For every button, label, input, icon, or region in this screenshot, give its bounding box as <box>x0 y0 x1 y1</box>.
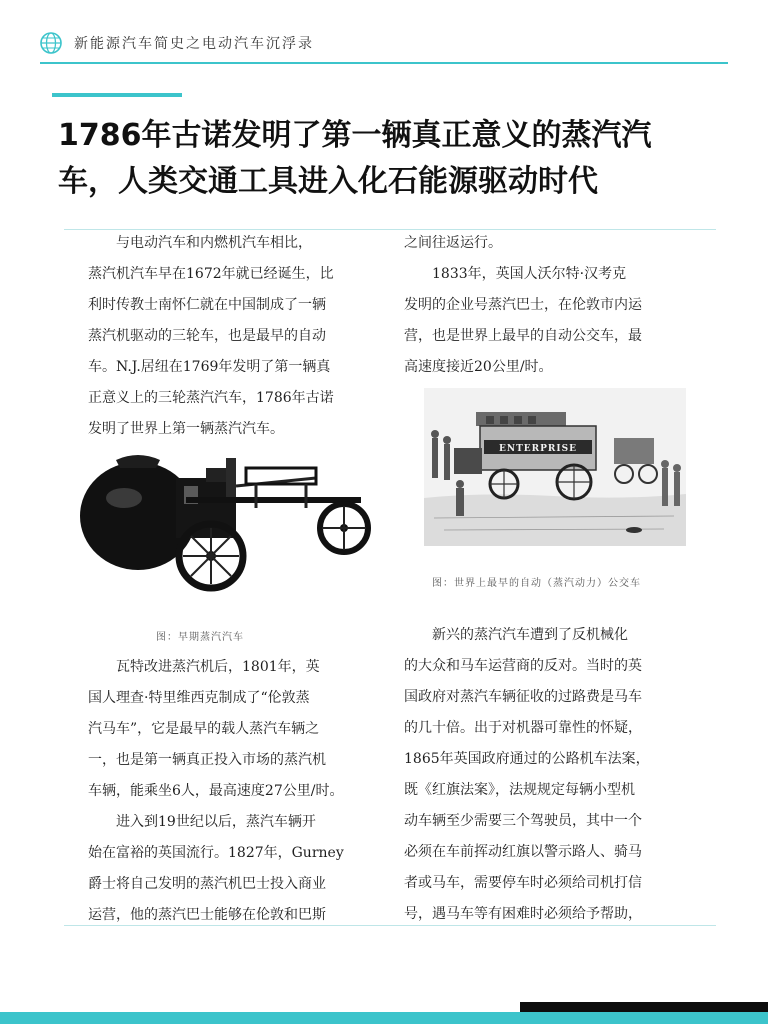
early-steam-car-photo <box>76 438 376 598</box>
page-title <box>58 113 728 205</box>
paragraph-line: 汽马车”，它是最早的载人蒸汽车辆之 <box>88 721 320 737</box>
paragraph-line: 营，也是世界上最早的自动公交车，最 <box>404 328 642 344</box>
paragraph-line: 正意义上的三轮蒸汽汽车，1786年古诺 <box>88 390 334 406</box>
right-image-caption: 图：世界上最早的自动（蒸汽动力）公交车 <box>432 578 641 589</box>
left-column-intro <box>88 228 386 445</box>
header-rule <box>40 62 728 64</box>
paragraph-line: 既《红旗法案》，法规规定每辆小型机 <box>404 782 635 798</box>
paragraph-line: 与电动汽车和内燃机汽车相比， <box>116 235 312 251</box>
paragraph-line: 瓦特改进蒸汽机后，1801年，英 <box>116 659 320 675</box>
title-accent-bar <box>52 93 182 97</box>
paragraph-line: 号，遇马车等有困难时必须给予帮助， <box>404 906 642 922</box>
paragraph-line: 进入到19世纪以后，蒸汽车辆开 <box>116 814 316 830</box>
right-column-body <box>404 620 696 930</box>
running-header-title: 新能源汽车简史之电动汽车沉浮录 <box>74 36 314 52</box>
paragraph-line: 车。N.J.居纽在1769年发明了第一辆真 <box>88 359 331 375</box>
paragraph-line: 的大众和马车运营商的反对。当时的英 <box>404 658 642 674</box>
steam-bus-engraving <box>424 388 686 546</box>
paragraph-line: 1833年，英国人沃尔特·汉考克 <box>432 266 627 282</box>
paragraph-line: 新兴的蒸汽汽车遭到了反机械化 <box>432 627 628 643</box>
paragraph-line: 发明了世界上第一辆蒸汽汽车。 <box>88 421 284 437</box>
paragraph-line: 者或马车，需要停车时必须给司机打信 <box>404 875 642 891</box>
paragraph-line: 利时传教士南怀仁就在中国制成了一辆 <box>88 297 326 313</box>
left-column-body <box>88 652 386 931</box>
right-column-intro <box>404 228 696 383</box>
paragraph-line: 的几十倍。出于对机器可靠性的怀疑， <box>404 720 642 736</box>
paragraph-line: 一，也是第一辆真正投入市场的蒸汽机 <box>88 752 326 768</box>
footer-accent-bar <box>0 1012 768 1024</box>
paragraph-line: 必须在车前挥动红旗以警示路人、骑马 <box>404 844 642 860</box>
paragraph-line: 车辆，能乘坐6人，最高速度27公里/时。 <box>88 783 344 799</box>
paragraph-line: 发明的企业号蒸汽巴士，在伦敦市内运 <box>404 297 642 313</box>
title-line: 1786年古诺发明了第一辆真正意义的蒸汽汽 <box>58 118 652 153</box>
paragraph-line: 之间往返运行。 <box>404 235 502 251</box>
left-image-caption: 图：早期蒸汽汽车 <box>156 632 244 643</box>
paragraph-line: 国政府对蒸汽车辆征收的过路费是马车 <box>404 689 642 705</box>
title-line: 车，人类交通工具进入化石能源驱动时代 <box>58 164 598 199</box>
bus-sign-text: ENTERPRISE <box>499 444 577 454</box>
footer-black-bar <box>520 1002 768 1012</box>
paragraph-line: 蒸汽机驱动的三轮车，也是最早的自动 <box>88 328 326 344</box>
globe-icon <box>40 32 62 54</box>
paragraph-line: 动车辆至少需要三个驾驶员，其中一个 <box>404 813 642 829</box>
paragraph-line: 始在富裕的英国流行。1827年，Gurney <box>88 845 344 861</box>
paragraph-line: 高速度接近20公里/时。 <box>404 359 553 375</box>
paragraph-line: 国人理查·特里维西克制成了“伦敦蒸 <box>88 690 310 706</box>
paragraph-line: 爵士将自己发明的蒸汽机巴士投入商业 <box>88 876 326 892</box>
paragraph-line: 1865年英国政府通过的公路机车法案， <box>404 751 650 767</box>
paragraph-line: 运营，他的蒸汽巴士能够在伦敦和巴斯 <box>88 907 326 923</box>
paragraph-line: 蒸汽机汽车早在1672年就已经诞生，比 <box>88 266 334 282</box>
content-bottom-rule <box>64 925 716 926</box>
